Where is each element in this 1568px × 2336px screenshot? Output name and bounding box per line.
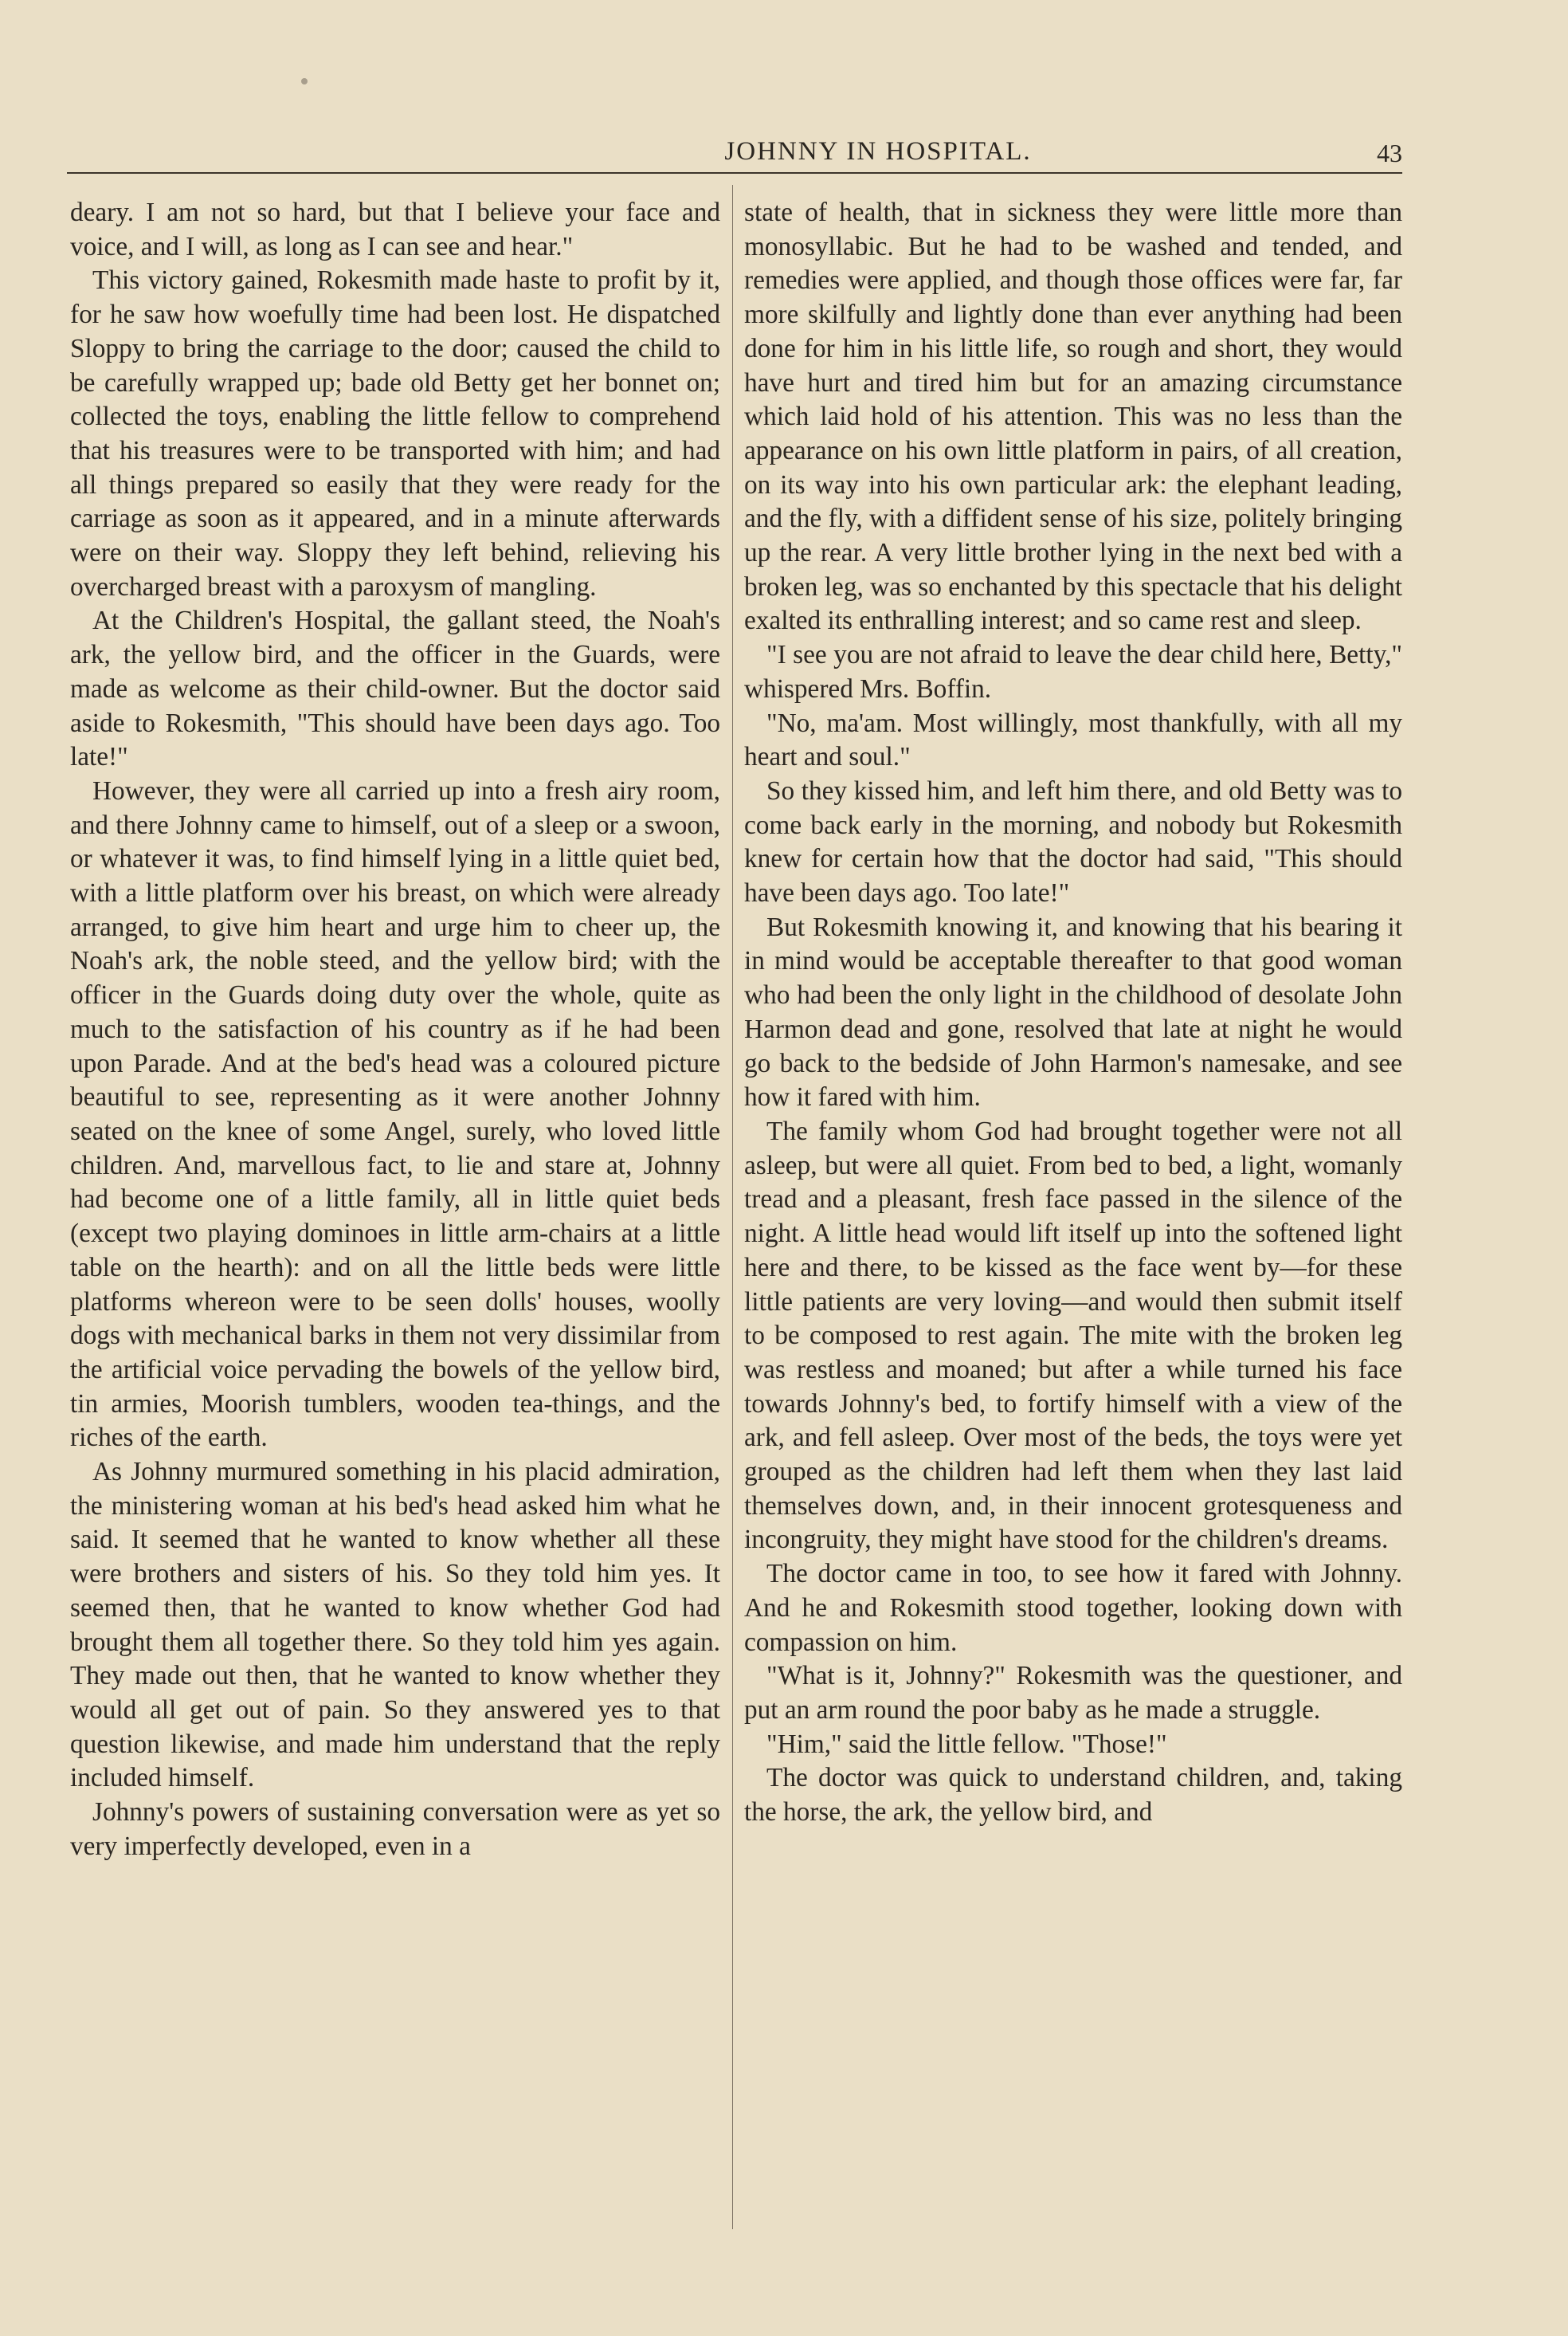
running-title: JOHNNY IN HOSPITAL.: [724, 137, 1032, 166]
paragraph: However, they were all carried up into a fresh airy room, and there Johnny came to himself, out of a sleep or a swoon, or whatever it was, to find himself lying in a little quiet bed, with a little platform over his breast, on which were already arranged, to give him heart and urge him to cheer up, the Noah's ark, the noble steed, and the yellow bird; with the officer in the Guards doing duty over the whole, quite as much to the satisfaction of his country as if he had been upon Parade. And at the bed's head was a coloured picture beautiful to see, representing as it were another Johnny seated on the knee of some Angel, surely, who loved little children. And, marvellous fact, to lie and stare at, Johnny had become one of a little family, all in little quiet beds (except two playing dominoes in little arm-chairs at a little table on the hearth): and on all the little beds were little platforms whereon were to be seen dolls' houses, woolly dogs with mechanical barks in them not very dissimilar from the artificial voice pervading the bowels of the yellow bird, tin armies, Moorish tumblers, wooden tea-things, and the riches of the earth.: [70, 775, 720, 1453]
paragraph: As Johnny murmured something in his placid admiration, the ministering woman at his bed's head asked him what he said. It seemed that he wanted to know whether all these were brothers and sisters of his. So they told him yes. It seemed then, that he wanted to know whether God had brought them all together there. So they told him yes again. They made out then, that he wanted to know whether they would all get out of pain. So they answered yes to that question likewise, and made him understand that the reply included himself.: [70, 1457, 720, 1793]
paragraph: "Him," said the little fellow. "Those!": [766, 1729, 1167, 1759]
paragraph: The doctor came in too, to see how it fared with Johnny. And he and Rokesmith stood together, looking down with compassion on him.: [744, 1559, 1402, 1657]
paragraph: At the Children's Hospital, the gallant steed, the Noah's ark, the yellow bird, and the officer in the Guards, were made as welcome as their child-owner. But the doctor said aside to Rokesmith, "This should have been days ago. Too late!": [70, 606, 720, 772]
paragraph: This victory gained, Rokesmith made haste to profit by it, for he saw how woefully time had been lost. He dispatched Sloppy to bring the carriage to the door; caused the child to be carefully wrapped up; bade old Betty get her bonnet on; collected the toys, enabling the little fellow to comprehend that his treasures were to be transported with him; and had all things prepared so easily that they were ready for the carriage as soon as it appeared, and in a minute afterwards were on their way. Sloppy they left behind, relieving his overcharged breast with a paroxysm of mangling.: [70, 265, 720, 602]
paper-speck: [301, 78, 308, 84]
paragraph: But Rokesmith knowing it, and knowing that his bearing it in mind would be acceptable thereafter to that good woman who had been the only light in the childhood of desolate John Harmon dead and gone, resolved that late at night he would go back to the bedside of John Harmon's namesake, and see how it fared with him.: [744, 912, 1402, 1113]
paragraph: So they kissed him, and left him there, and old Betty was to come back early in the morning, and nobody but Rokesmith knew for certain how that the doctor had said, "This should have been days ago. Too late!": [744, 775, 1402, 909]
paragraph: Johnny's powers of sustaining conversation were as yet so very imperfectly developed, even in a: [70, 1797, 720, 1861]
header-rule: [67, 172, 1402, 174]
paragraph: "No, ma'am. Most willingly, most thankfully, with all my heart and soul.": [744, 708, 1402, 772]
paragraph: "What is it, Johnny?" Rokesmith was the questioner, and put an arm round the poor baby as he made a struggle.: [744, 1661, 1402, 1725]
paragraph: The doctor was quick to understand children, and, taking the horse, the ark, the yellow bird, and: [744, 1763, 1402, 1828]
running-head: [67, 137, 1402, 177]
paragraph: The family whom God had brought together were not all asleep, but were all quiet. From bed to bed, a light, womanly tread and a pleasant, fresh face passed in the silence of the night. A little head would lift itself up into the softened light here and there, to be kissed as the face went by—for these little patients are very loving—and would then submit itself to be composed to rest again. The mite with the broken leg was restless and moaned; but after a while turned his face towards Johnny's bed, to fortify himself with a view of the ark, and fell asleep. Over most of the beds, the toys were yet grouped as the children had left them when they last laid themselves down, and, in their innocent grotesqueness and incongruity, they might have stood for the children's dreams.: [744, 1116, 1402, 1555]
left-column: [70, 196, 720, 1863]
paragraph: state of health, that in sickness they were little more than monosyllabic. But he had to be washed and tended, and remedies were applied, and though those offices were far, far more skilfully and lightly done than ever anything had been done for him in his little life, so rough and short, they would have hurt and tired him but for an amazing circumstance which laid hold of his attention. This was no less than the appearance on his own little platform in pairs, of all creation, on its way into his own particular ark: the elephant leading, and the fly, with a diffident sense of his size, politely bringing up the rear. A very little brother lying in the next bed with a broken leg, was so enchanted by this spectacle that his delight exalted its enthralling interest; and so came rest and sleep.: [744, 198, 1402, 636]
column-divider: [732, 185, 733, 2229]
paragraph: deary. I am not so hard, but that I believe your face and voice, and I will, as long as I can see and hear.": [70, 198, 720, 261]
paragraph: "I see you are not afraid to leave the dear child here, Betty," whispered Mrs. Boffin.: [744, 640, 1402, 704]
page-number: 43: [1377, 139, 1402, 167]
right-column: [744, 196, 1402, 1830]
